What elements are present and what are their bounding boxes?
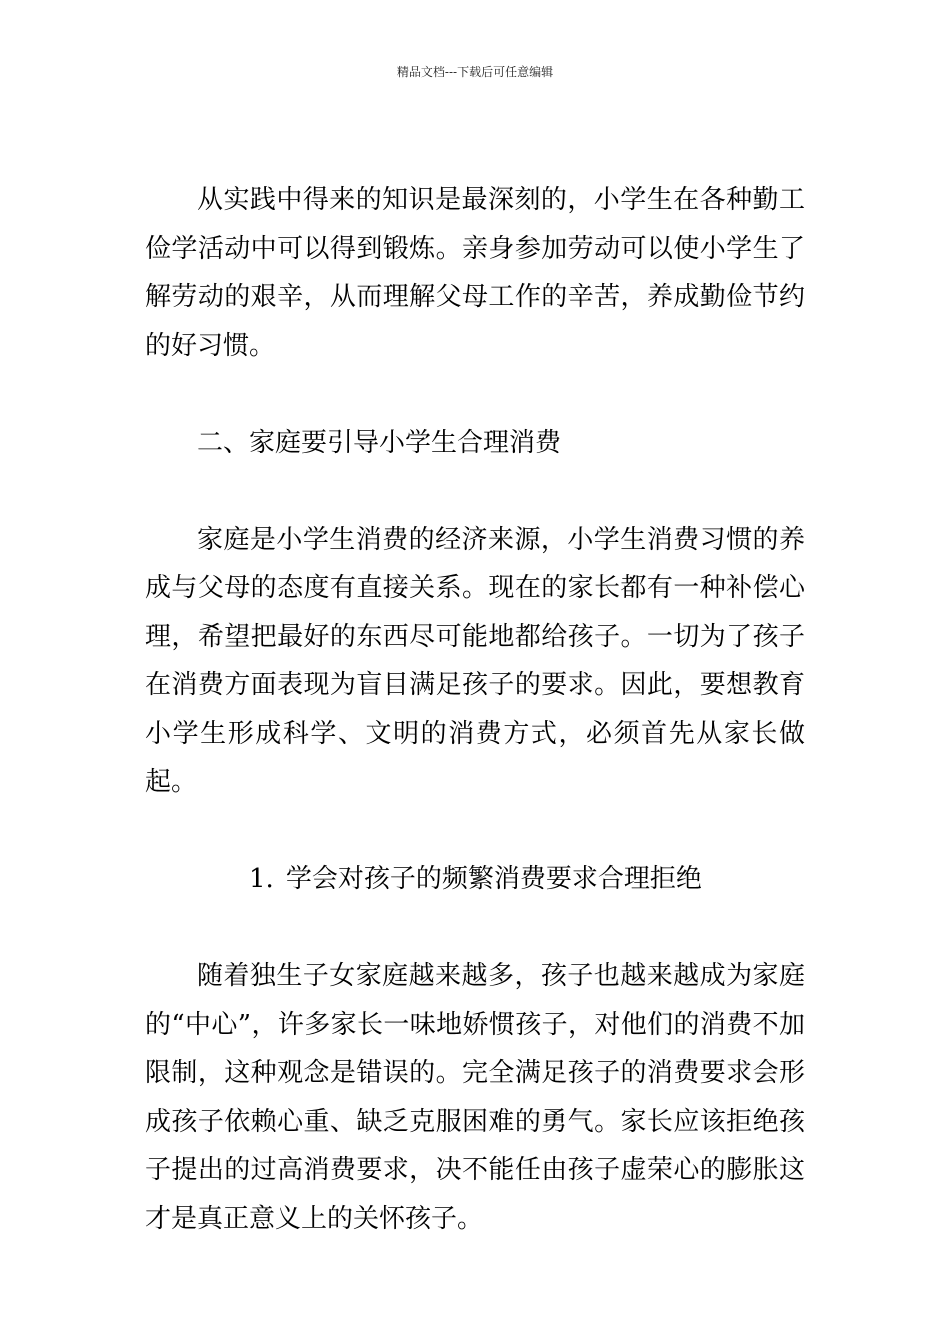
paragraph-gap	[145, 807, 805, 856]
subsection-title: 学会对孩子的频繁消费要求合理拒绝	[285, 864, 702, 894]
section-heading-2: 二、家庭要引导小学生合理消费	[197, 427, 562, 458]
subsection-number: 1.	[249, 864, 274, 894]
page-header-text: 精品文档---下载后可任意编辑	[396, 65, 554, 79]
paragraph-refuse-requests: 随着独生子女家庭越来越多，孩子也越来越成为家庭的“中心”，许多家长一味地娇惯孩子，对他们的消费不加限制，这种观念是错误的。完全满足孩子的消费要求会形成孩子依赖心重、缺乏克服困难的勇气。家长应该拒绝孩子提出的过高消费要求，决不能任由孩子虚荣心的膨胀这才是真正意义上的关怀孩子。	[145, 961, 805, 1234]
paragraph-gap	[145, 904, 805, 953]
paragraph-gap	[145, 370, 805, 419]
paragraph-gap	[145, 467, 805, 516]
subsection-heading-1	[145, 855, 805, 904]
paragraph-practice-knowledge: 从实践中得来的知识是最深刻的，小学生在各种勤工俭学活动中可以得到锻炼。亲身参加劳动可以使小学生了解劳动的艰辛，从而理解父母工作的辛苦，养成勤俭节约的好习惯。	[145, 185, 805, 361]
document-body	[145, 176, 805, 1243]
paragraph-family-consumption: 家庭是小学生消费的经济来源，小学生消费习惯的养成与父母的态度有直接关系。现在的家长都有一种补偿心理，希望把最好的东西尽可能地都给孩子。一切为了孩子在消费方面表现为盲目满足孩子的要求。因此，要想教育小学生形成科学、文明的消费方式，必须首先从家长做起。	[145, 524, 805, 797]
page-header	[0, 64, 950, 80]
